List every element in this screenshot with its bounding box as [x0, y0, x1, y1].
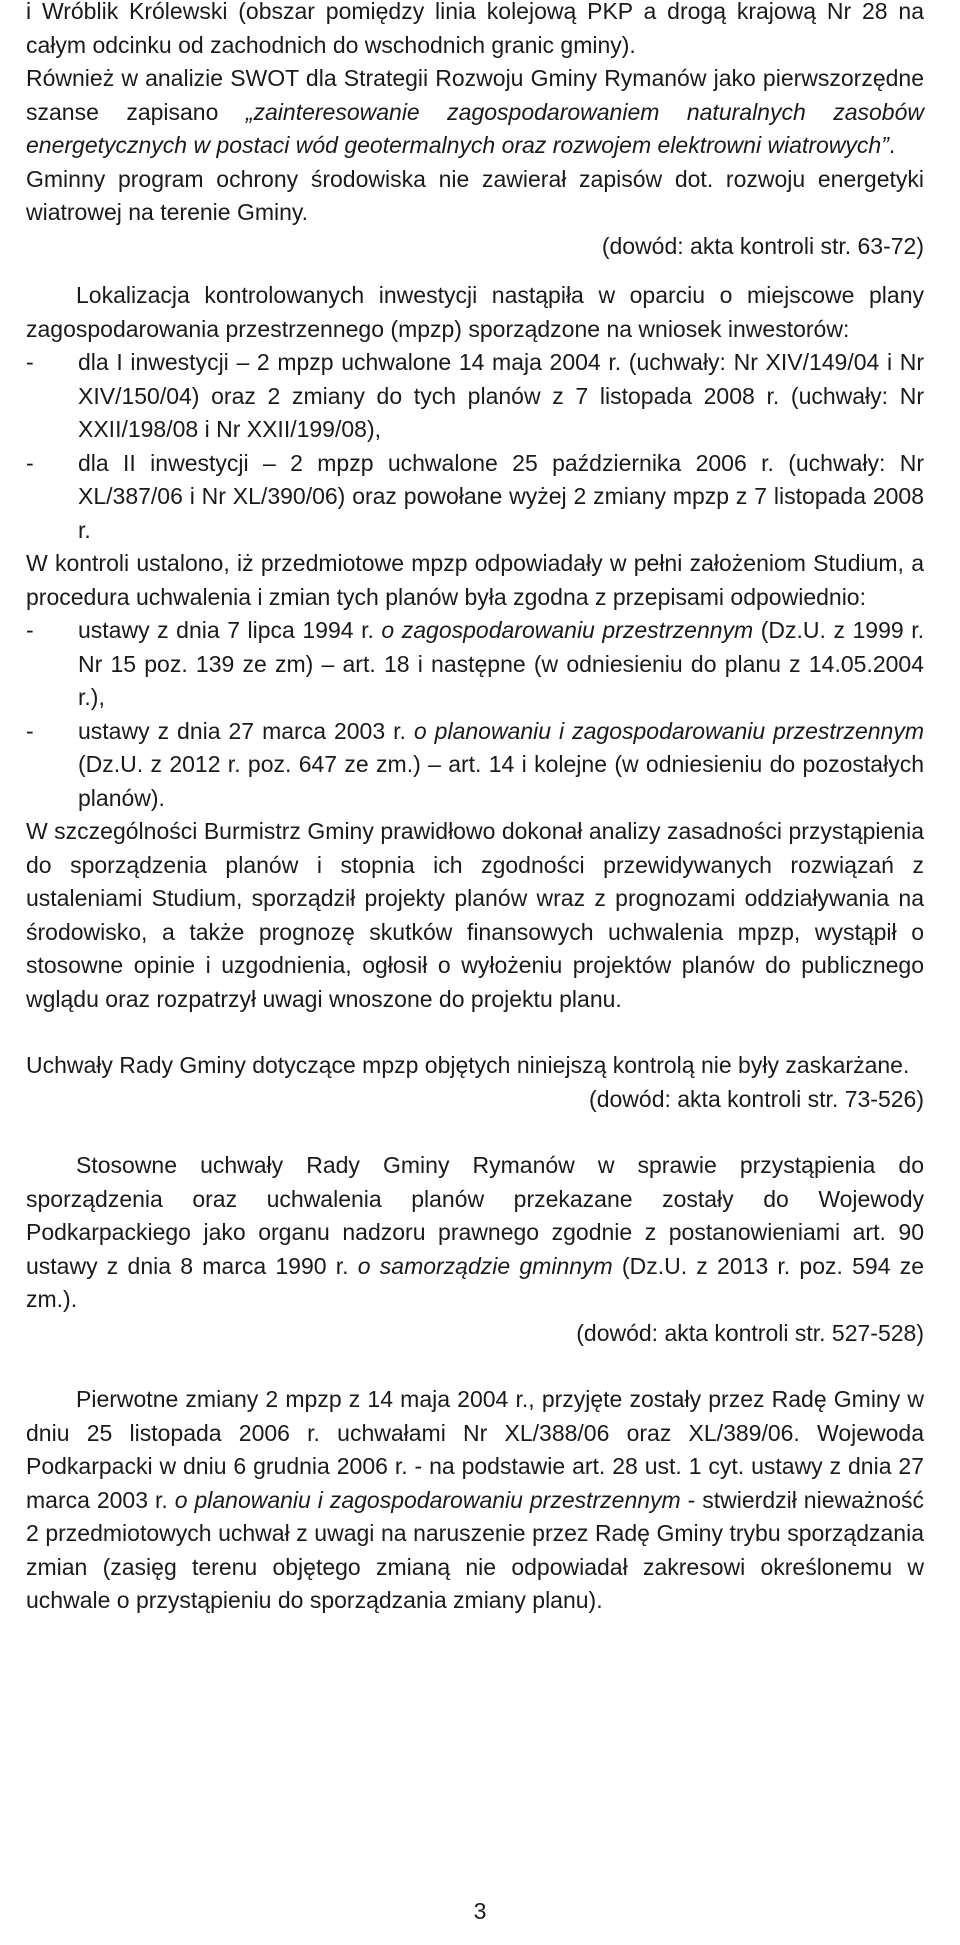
original-changes-paragraph: Pierwotne zmiany 2 mpzp z 14 maja 2004 r., przyjęte zostały przez Radę Gminy w dniu 25 listopada 2006 r. uchwałami Nr XL/388/06 oraz XL/389/06. Wojewoda Podkarpacki w dniu 6 grudnia 2006 r. - na podstawie art. 28 ust. 1 cyt. ustawy z dnia 27 marca 2003 r. o planowaniu i zagospodarowaniu przestrzennym - stwierdził nieważność 2 przedmiotowych uchwał z uwagi na naruszenie przez Radę Gminy trybu sporządzania zmian (zasięg terenu objętego zmianą nie odpowiadał zakresowi określonemu w uchwale o przystąpieniu do sporządzania zmiany planu).: [26, 1386, 924, 1613]
swot-text: Również w analizie SWOT dla Strategii Rozwoju Gminy Rymanów jako pierwszorzędne szanse zapisano: [26, 65, 924, 125]
intro-continuation: i Wróblik Królewski (obszar pomiędzy linia kolejową PKP a drogą krajową Nr 28 na całym odcinku od zachodnich do wschodnich granic gminy).: [26, 0, 924, 58]
mayor-paragraph: W szczególności Burmistrz Gminy prawidłowo dokonał analizy zasadności przystąpienia do sporządzenia planów i stopnia ich zgodności przewidywanych rozwiązań z ustaleniami Studium, sporządził projekty planów wraz z prognozami oddziaływania na środowisko, a także prognozę skutków finansowych uchwalenia mpzp, wystąpił o stosowne opinie i uzgodnienia, ogłosił o wyłożeniu projektów planów do publicznego wglądu oraz rozpatrzył uwagi wnoszone do projektu planu.: [26, 818, 924, 1012]
swot-quote: „zainteresowanie zagospodarowaniem naturalnych zasobów energetycznych w postaci wód geotermalnych oraz rozwojem elektrowni wiatrowych”: [26, 98, 924, 158]
law-list: [26, 614, 924, 815]
page-number: 3: [473, 1898, 487, 1924]
swot-end: .: [888, 132, 896, 158]
program-paragraph: Gminny program ochrony środowiska nie zawierał zapisów dot. rozwoju energetyki wiatrowej na terenie Gminy.: [26, 165, 924, 225]
resolutions-paragraph: Uchwały Rady Gminy dotyczące mpzp objętych niniejszą kontrolą nie były zaskarżane.: [26, 1052, 910, 1078]
list-item: - ustawy z dnia 7 lipca 1994 r. o zagospodarowaniu przestrzennym (Dz.U. z 1999 r. Nr 15 poz. 139 ze zm) – art. 18 i następne (w odniesieniu do planu z 14.05.2004 r.),: [26, 617, 925, 710]
swot-paragraph: [26, 62, 924, 163]
investment-list: [26, 346, 924, 547]
control-paragraph: W kontroli ustalono, iż przedmiotowe mpzp odpowiadały w pełni założeniom Studium, a procedura uchwalenia i zmian tych planów była zgodna z przepisami odpowiednio:: [26, 550, 924, 610]
evidence-note: (dowód: akta kontroli str. 63-72): [601, 232, 924, 259]
evidence-note: (dowód: akta kontroli str. 527-528): [576, 1319, 924, 1346]
submission-paragraph: Stosowne uchwały Rady Gminy Rymanów w sprawie przystąpienia do sporządzenia oraz uchwalenia planów przekazane zostały do Wojewody Podkarpackiego jako organu nadzoru prawnego zgodnie z postanowieniami art. 90 ustawy z dnia 8 marca 1990 r. o samorządzie gminnym (Dz.U. z 2013 r. poz. 594 ze zm.).: [26, 1152, 925, 1312]
list-item: - dla II inwestycji – 2 mpzp uchwalone 25 października 2006 r. (uchwały: Nr XL/387/06 i Nr XL/390/06) oraz powołane wyżej 2 zmiany mpzp z 7 listopada 2008 r.: [26, 449, 924, 543]
evidence-note: (dowód: akta kontroli str. 73-526): [589, 1085, 924, 1112]
list-item: - ustawy z dnia 27 marca 2003 r. o planowaniu i zagospodarowaniu przestrzennym (Dz.U. z 2012 r. poz. 647 ze zm.) – art. 14 i kolejne (w odniesieniu do pozostałych planów).: [26, 717, 925, 811]
list-item: - dla I inwestycji – 2 mpzp uchwalone 14 maja 2004 r. (uchwały: Nr XIV/149/04 i Nr XIV/150/04) oraz 2 zmiany do tych planów z 7 listopada 2008 r. (uchwały: Nr XXII/198/08 i Nr XXII/199/08),: [26, 349, 924, 442]
document-page: [26, 0, 924, 1618]
location-paragraph: Lokalizacja kontrolowanych inwestycji nastąpiła w oparciu o miejscowe plany zagospodarowania przestrzennego (mpzp) sporządzone na wniosek inwestorów:: [26, 282, 924, 342]
